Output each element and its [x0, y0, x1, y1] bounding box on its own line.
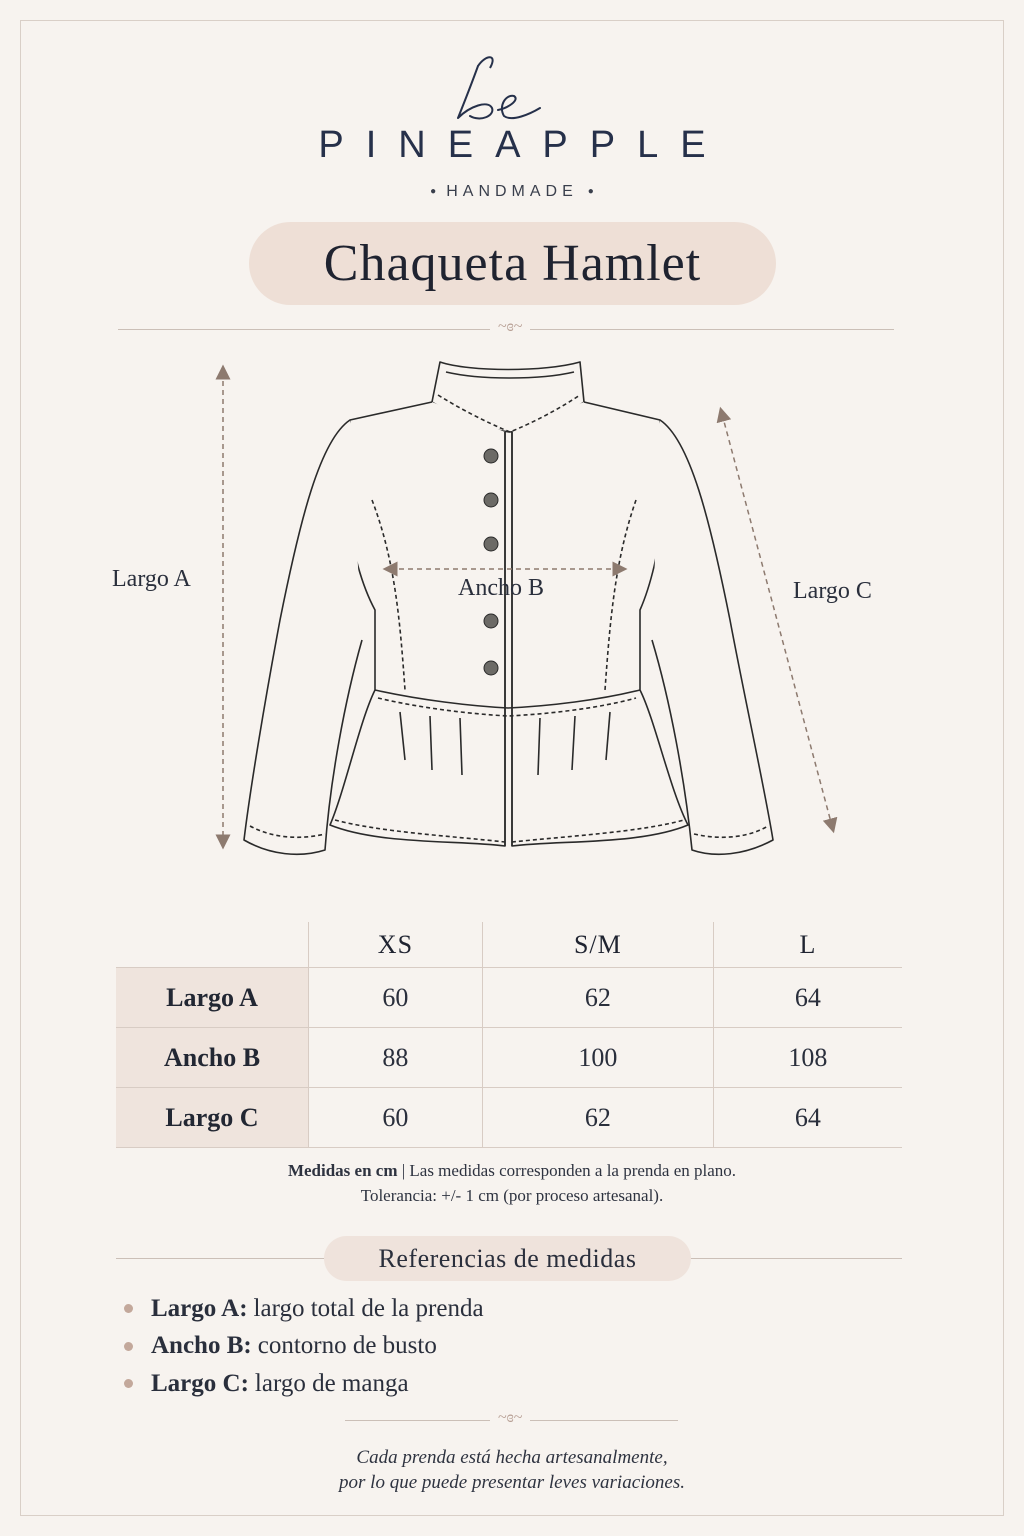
divider: [345, 1420, 490, 1421]
table-cell: 64: [713, 968, 902, 1028]
divider: [118, 329, 490, 330]
tolerance-note: Tolerancia: +/- 1 cm (por proceso artesanal).: [360, 1186, 664, 1205]
label-largo-a: Largo A: [112, 566, 191, 592]
bullet-icon: [124, 1379, 133, 1388]
divider: [530, 1420, 678, 1421]
label-largo-c: Largo C: [793, 578, 872, 604]
table-row: [116, 1088, 902, 1148]
row-label: Ancho B: [116, 1028, 309, 1088]
table-cell: 60: [309, 1088, 483, 1148]
table-row: [116, 968, 902, 1028]
swirl-ornament: ~ɞ~: [498, 1409, 523, 1426]
page-title: Chaqueta Hamlet: [249, 222, 776, 305]
footer-line-1: Cada prenda está hecha artesanalmente,: [356, 1447, 668, 1468]
size-table: [116, 922, 902, 1148]
label-ancho-b: Ancho B: [458, 575, 544, 601]
table-cell: 62: [482, 1088, 713, 1148]
swirl-ornament: ~ɞ~: [498, 318, 523, 335]
table-cell: 64: [713, 1088, 902, 1148]
table-row: [116, 1028, 902, 1088]
bullet-icon: [124, 1342, 133, 1351]
list-item: Ancho B: contorno de busto: [124, 1328, 484, 1366]
table-corner: [116, 922, 309, 968]
table-cell: 62: [482, 968, 713, 1028]
table-cell: 60: [309, 968, 483, 1028]
divider: [530, 329, 894, 330]
row-label: Largo A: [116, 968, 309, 1028]
table-cell: 100: [482, 1028, 713, 1088]
table-header-l: L: [713, 922, 902, 968]
list-item: Largo C: largo de manga: [124, 1365, 484, 1403]
bullet-icon: [124, 1304, 133, 1313]
brand-tagline: ● HANDMADE ●: [430, 183, 594, 200]
be-script-logo: [0, 48, 1024, 120]
table-header-sm: S/M: [482, 922, 713, 968]
row-label: Largo C: [116, 1088, 309, 1148]
brand-name: PINEAPPLE: [318, 124, 728, 166]
units-note: Medidas en cm | Las medidas corresponden a la prenda en plano.: [287, 1161, 737, 1180]
table-header-xs: XS: [309, 922, 483, 968]
table-cell: 88: [309, 1028, 483, 1088]
footer-line-2: por lo que puede presentar leves variaciones.: [339, 1472, 685, 1493]
references-list: [124, 1290, 484, 1403]
table-cell: 108: [713, 1028, 902, 1088]
references-title: Referencias de medidas: [324, 1236, 691, 1281]
list-item: Largo A: largo total de la prenda: [124, 1290, 484, 1328]
jacket-diagram: [0, 350, 1024, 870]
